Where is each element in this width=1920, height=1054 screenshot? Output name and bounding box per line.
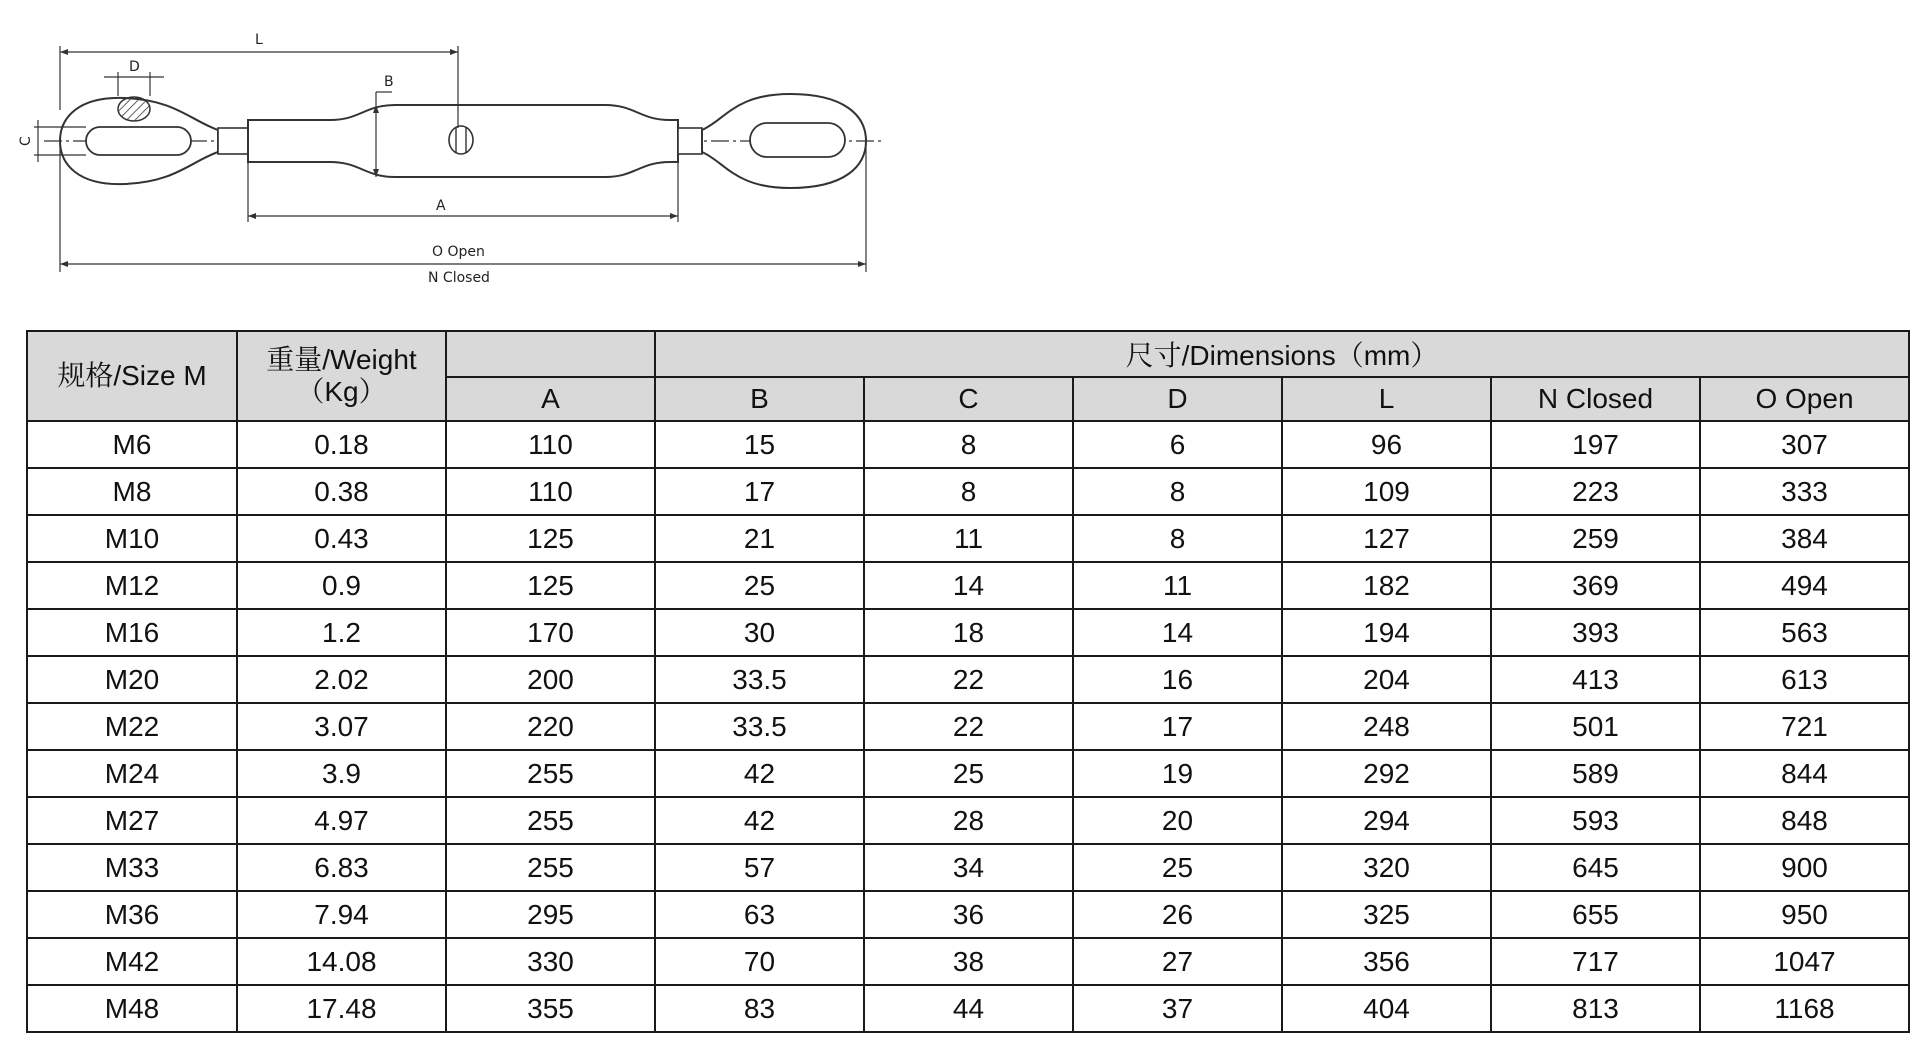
table-row <box>27 985 1909 1032</box>
cell-N-closed: 413 <box>1491 656 1700 703</box>
cell-size: M48 <box>27 985 237 1032</box>
table-row <box>27 421 1909 468</box>
dim-label-D: D <box>129 59 140 75</box>
table-row <box>27 891 1909 938</box>
header-weight-unit: （Kg） <box>296 376 387 407</box>
cell-L: 127 <box>1282 515 1491 562</box>
cell-O-open: 307 <box>1700 421 1909 468</box>
cell-A: 200 <box>446 656 655 703</box>
cell-B: 57 <box>655 844 864 891</box>
cell-A: 170 <box>446 609 655 656</box>
cell-B: 42 <box>655 750 864 797</box>
cell-O-open: 1047 <box>1700 938 1909 985</box>
cell-L: 325 <box>1282 891 1491 938</box>
specification-table <box>26 330 1910 1033</box>
header-dimensions: 尺寸/Dimensions（mm） <box>655 331 1909 377</box>
cell-D: 37 <box>1073 985 1282 1032</box>
cell-weight: 3.9 <box>237 750 446 797</box>
cell-N-closed: 259 <box>1491 515 1700 562</box>
cell-L: 294 <box>1282 797 1491 844</box>
cell-size: M10 <box>27 515 237 562</box>
cell-L: 96 <box>1282 421 1491 468</box>
cell-N-closed: 593 <box>1491 797 1700 844</box>
cell-B: 33.5 <box>655 656 864 703</box>
cell-A: 255 <box>446 797 655 844</box>
cell-size: M6 <box>27 421 237 468</box>
cell-size: M42 <box>27 938 237 985</box>
cell-D: 8 <box>1073 468 1282 515</box>
cell-O-open: 950 <box>1700 891 1909 938</box>
cell-C: 36 <box>864 891 1073 938</box>
table-row <box>27 468 1909 515</box>
cell-O-open: 563 <box>1700 609 1909 656</box>
cell-C: 11 <box>864 515 1073 562</box>
cell-weight: 0.18 <box>237 421 446 468</box>
cell-B: 42 <box>655 797 864 844</box>
cell-C: 8 <box>864 468 1073 515</box>
cell-A: 125 <box>446 562 655 609</box>
cell-C: 22 <box>864 656 1073 703</box>
table-row <box>27 515 1909 562</box>
cell-weight: 4.97 <box>237 797 446 844</box>
cell-D: 17 <box>1073 703 1282 750</box>
cell-N-closed: 655 <box>1491 891 1700 938</box>
cell-A: 255 <box>446 750 655 797</box>
header-col-N-closed: N Closed <box>1491 377 1700 421</box>
header-col-O-open: O Open <box>1700 377 1909 421</box>
cell-D: 19 <box>1073 750 1282 797</box>
header-weight-label: 重量/Weight <box>266 343 417 375</box>
table-row <box>27 750 1909 797</box>
header-col-A: A <box>446 377 655 421</box>
cell-weight: 0.43 <box>237 515 446 562</box>
cell-C: 38 <box>864 938 1073 985</box>
cell-size: M33 <box>27 844 237 891</box>
header-weight <box>237 331 446 421</box>
cell-L: 182 <box>1282 562 1491 609</box>
cell-B: 83 <box>655 985 864 1032</box>
cell-A: 355 <box>446 985 655 1032</box>
cell-weight: 6.83 <box>237 844 446 891</box>
cell-size: M22 <box>27 703 237 750</box>
cell-C: 34 <box>864 844 1073 891</box>
cell-A: 255 <box>446 844 655 891</box>
cell-weight: 14.08 <box>237 938 446 985</box>
cell-weight: 2.02 <box>237 656 446 703</box>
cell-L: 248 <box>1282 703 1491 750</box>
cell-D: 8 <box>1073 515 1282 562</box>
cell-O-open: 900 <box>1700 844 1909 891</box>
table-row <box>27 844 1909 891</box>
cell-size: M36 <box>27 891 237 938</box>
cell-L: 356 <box>1282 938 1491 985</box>
dim-label-A: A <box>436 198 446 214</box>
cell-C: 8 <box>864 421 1073 468</box>
cell-C: 18 <box>864 609 1073 656</box>
cell-B: 25 <box>655 562 864 609</box>
cell-D: 25 <box>1073 844 1282 891</box>
cell-N-closed: 645 <box>1491 844 1700 891</box>
cell-N-closed: 369 <box>1491 562 1700 609</box>
dim-label-L: L <box>255 32 263 48</box>
cell-O-open: 721 <box>1700 703 1909 750</box>
table-row <box>27 656 1909 703</box>
cell-O-open: 1168 <box>1700 985 1909 1032</box>
cell-D: 27 <box>1073 938 1282 985</box>
cell-size: M27 <box>27 797 237 844</box>
cell-O-open: 494 <box>1700 562 1909 609</box>
dim-label-C: C <box>18 136 34 146</box>
cell-size: M20 <box>27 656 237 703</box>
cell-B: 17 <box>655 468 864 515</box>
header-col-B: B <box>655 377 864 421</box>
cell-L: 204 <box>1282 656 1491 703</box>
cell-size: M24 <box>27 750 237 797</box>
cell-N-closed: 501 <box>1491 703 1700 750</box>
table-header <box>27 331 1909 421</box>
cell-B: 15 <box>655 421 864 468</box>
cell-D: 6 <box>1073 421 1282 468</box>
cell-A: 110 <box>446 421 655 468</box>
header-col-C: C <box>864 377 1073 421</box>
cell-C: 44 <box>864 985 1073 1032</box>
table-body <box>27 421 1909 1032</box>
table-row <box>27 562 1909 609</box>
cell-A: 295 <box>446 891 655 938</box>
cell-L: 194 <box>1282 609 1491 656</box>
cell-O-open: 333 <box>1700 468 1909 515</box>
table-row <box>27 609 1909 656</box>
cell-C: 22 <box>864 703 1073 750</box>
cell-C: 25 <box>864 750 1073 797</box>
cell-B: 33.5 <box>655 703 864 750</box>
turnbuckle-diagram <box>0 0 1920 300</box>
cell-weight: 17.48 <box>237 985 446 1032</box>
cell-B: 63 <box>655 891 864 938</box>
cell-N-closed: 589 <box>1491 750 1700 797</box>
cell-D: 14 <box>1073 609 1282 656</box>
cell-L: 292 <box>1282 750 1491 797</box>
cell-N-closed: 813 <box>1491 985 1700 1032</box>
header-blank-a <box>446 331 655 377</box>
cell-C: 28 <box>864 797 1073 844</box>
table-row <box>27 703 1909 750</box>
dim-label-O-open: O Open <box>432 244 485 260</box>
header-col-L: L <box>1282 377 1491 421</box>
cell-O-open: 848 <box>1700 797 1909 844</box>
cell-N-closed: 223 <box>1491 468 1700 515</box>
cell-D: 11 <box>1073 562 1282 609</box>
cell-B: 30 <box>655 609 864 656</box>
cell-size: M12 <box>27 562 237 609</box>
cell-O-open: 844 <box>1700 750 1909 797</box>
cell-L: 404 <box>1282 985 1491 1032</box>
cell-O-open: 384 <box>1700 515 1909 562</box>
cell-N-closed: 717 <box>1491 938 1700 985</box>
cell-B: 70 <box>655 938 864 985</box>
table-row <box>27 938 1909 985</box>
cell-D: 26 <box>1073 891 1282 938</box>
cell-B: 21 <box>655 515 864 562</box>
dim-label-N-closed: N Closed <box>428 270 490 286</box>
table-row <box>27 797 1909 844</box>
cell-A: 125 <box>446 515 655 562</box>
cell-A: 110 <box>446 468 655 515</box>
cell-size: M16 <box>27 609 237 656</box>
cell-size: M8 <box>27 468 237 515</box>
cell-weight: 3.07 <box>237 703 446 750</box>
cell-L: 320 <box>1282 844 1491 891</box>
cell-L: 109 <box>1282 468 1491 515</box>
cell-A: 220 <box>446 703 655 750</box>
cell-D: 20 <box>1073 797 1282 844</box>
cell-D: 16 <box>1073 656 1282 703</box>
header-col-D: D <box>1073 377 1282 421</box>
cell-N-closed: 393 <box>1491 609 1700 656</box>
cell-weight: 0.38 <box>237 468 446 515</box>
header-size: 规格/Size M <box>27 331 237 421</box>
cell-N-closed: 197 <box>1491 421 1700 468</box>
dim-label-B: B <box>384 74 394 90</box>
cell-O-open: 613 <box>1700 656 1909 703</box>
cell-weight: 7.94 <box>237 891 446 938</box>
cell-weight: 0.9 <box>237 562 446 609</box>
cell-A: 330 <box>446 938 655 985</box>
cell-weight: 1.2 <box>237 609 446 656</box>
cell-C: 14 <box>864 562 1073 609</box>
